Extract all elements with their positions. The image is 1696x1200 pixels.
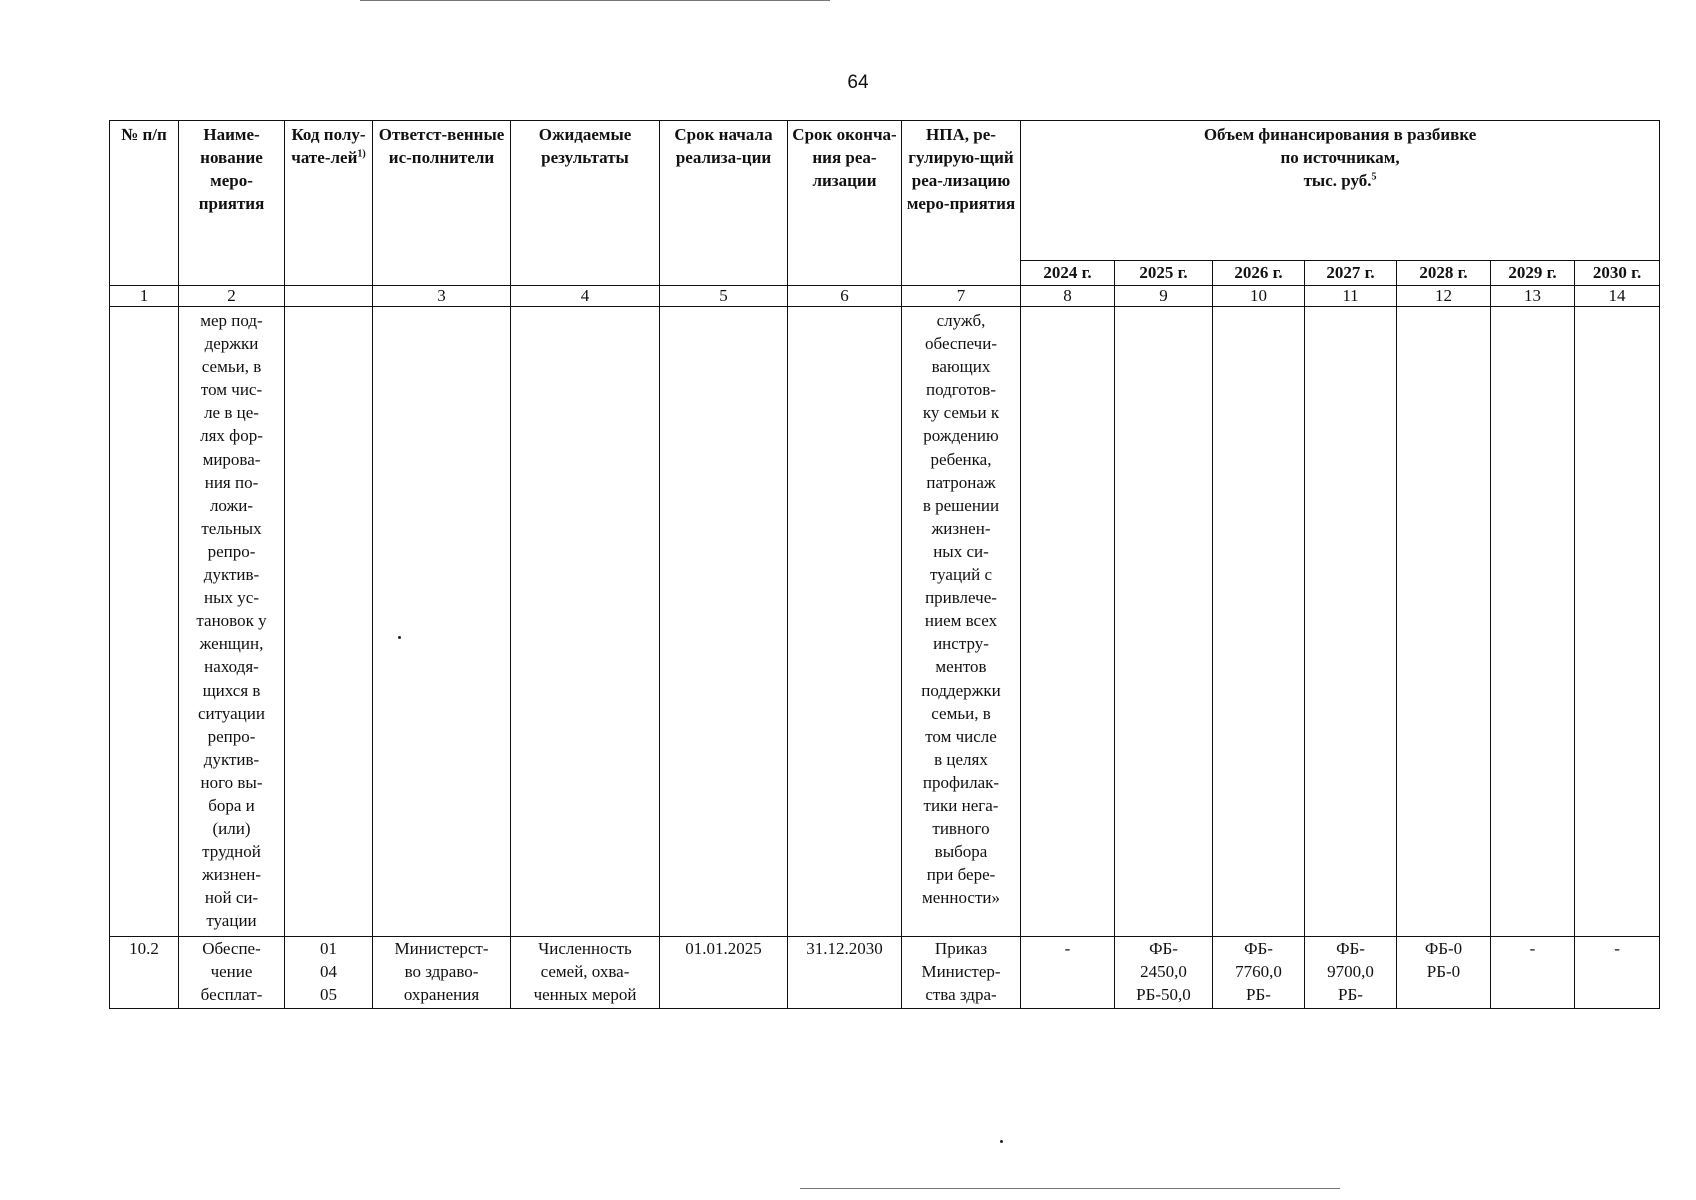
cont-name-text — [182, 309, 281, 933]
text-line: туации — [206, 911, 257, 931]
col-number: 8 — [1021, 286, 1115, 307]
text-line: вающих — [931, 357, 991, 377]
cont-name-cell — [179, 307, 285, 937]
text-line: мер под- — [200, 311, 263, 330]
col-number: 6 — [788, 286, 902, 307]
header-code-footnote: 1) — [357, 148, 366, 160]
text-line: держки — [204, 334, 259, 354]
year-2030: 2030 г. — [1575, 261, 1660, 286]
funding-title-line-2: по источникам, — [1280, 148, 1400, 167]
col-number: 5 — [660, 286, 788, 307]
cont-exec-cell — [373, 307, 511, 937]
funding-title-unit: тыс. руб. — [1303, 171, 1372, 190]
header-executors: Ответст-венные ис-полнители — [373, 121, 511, 286]
cont-results-cell — [511, 307, 660, 937]
text-line: туаций с — [929, 565, 993, 585]
header-results: Ожидаемые результаты — [511, 121, 660, 286]
text-line: том чис- — [200, 380, 263, 400]
row-10-2-code — [285, 937, 373, 1009]
col-number — [285, 286, 373, 307]
text-line: Министер- — [921, 962, 1001, 981]
cont-2025-cell — [1115, 307, 1213, 937]
cont-end-cell — [788, 307, 902, 937]
cont-2027-cell — [1305, 307, 1397, 937]
text-line: трудной — [202, 842, 261, 862]
column-numbers-row — [110, 286, 1660, 307]
text-line: ребенка, — [930, 449, 992, 469]
text-line: ле в це- — [204, 403, 259, 423]
text-line: ментов — [935, 657, 987, 677]
text-line: чение — [210, 962, 253, 981]
header-code-label: Код полу-чате-лей — [291, 125, 366, 167]
row-10-2 — [110, 937, 1660, 1009]
cont-2026-cell — [1213, 307, 1305, 937]
text-line: в целях — [934, 749, 988, 769]
text-line: 05 — [320, 985, 337, 1004]
cont-npa-cell — [902, 307, 1021, 937]
text-line: семей, охва- — [540, 962, 630, 981]
scan-bottom-rule — [800, 1188, 1340, 1189]
program-measures-table — [109, 120, 1660, 1009]
funding-title-line-1: Объем финансирования в разбивке — [1203, 125, 1477, 144]
text-line: патронаж — [926, 472, 996, 492]
text-line: ФБ-0 — [1424, 939, 1463, 958]
row-10-2-2024: - — [1021, 937, 1115, 1009]
text-line: поддержки — [921, 680, 1001, 700]
scan-top-rule — [360, 0, 830, 1]
continuation-row — [110, 307, 1660, 937]
year-2026: 2026 г. — [1213, 261, 1305, 286]
cont-start-cell — [660, 307, 788, 937]
row-10-2-2030: - — [1575, 937, 1660, 1009]
text-line: инстру- — [933, 634, 989, 654]
text-line: профилак- — [922, 772, 1000, 792]
col-number: 12 — [1397, 286, 1491, 307]
text-line: Численность — [538, 939, 632, 958]
cont-npa-text — [905, 309, 1017, 909]
text-line: находя- — [204, 657, 259, 677]
text-line: Обеспе- — [202, 939, 261, 958]
text-line: служб, — [936, 311, 986, 330]
page-number: 64 — [847, 72, 869, 93]
text-line: щихся в — [202, 680, 261, 700]
text-line: ку семьи к — [922, 403, 1000, 423]
text-line: обеспечи- — [925, 334, 997, 354]
text-line: тановок у — [196, 611, 267, 631]
text-line: тики нега- — [923, 795, 999, 815]
header-npa: НПА, ре-гулирую-щий реа-лизацию меро-приятия — [902, 121, 1021, 286]
text-line: РБ- — [1338, 985, 1363, 1004]
text-line: во здраво- — [404, 962, 479, 981]
header-end: Срок оконча-ния реа-лизации — [788, 121, 902, 286]
row-10-2-2027 — [1305, 937, 1397, 1009]
text-line: женщин, — [199, 634, 264, 654]
text-line: ства здра- — [925, 985, 997, 1004]
text-line: привлече- — [925, 588, 997, 608]
text-line: ситуации — [198, 703, 265, 723]
text-line: в решении — [922, 495, 1000, 515]
text-line: 7760,0 — [1235, 962, 1282, 981]
col-number: 4 — [511, 286, 660, 307]
text-line: (или) — [212, 819, 251, 839]
col-number: 9 — [1115, 286, 1213, 307]
year-2028: 2028 г. — [1397, 261, 1491, 286]
col-number: 1 — [110, 286, 179, 307]
text-line: Приказ — [934, 939, 988, 958]
text-line: том числе — [925, 726, 997, 746]
text-line: лях фор- — [200, 426, 263, 446]
year-2025: 2025 г. — [1115, 261, 1213, 286]
col-number: 3 — [373, 286, 511, 307]
row-10-2-2026 — [1213, 937, 1305, 1009]
scan-speck — [398, 636, 401, 639]
text-line: РБ-0 — [1426, 962, 1461, 981]
text-line: подготов- — [926, 380, 996, 400]
text-line: ложи- — [209, 495, 254, 515]
text-line: РБ- — [1246, 985, 1271, 1004]
row-10-2-results — [511, 937, 660, 1009]
year-2027: 2027 г. — [1305, 261, 1397, 286]
year-2029: 2029 г. — [1491, 261, 1575, 286]
col-number: 2 — [179, 286, 285, 307]
text-line: тивного — [932, 819, 990, 839]
row-10-2-2028 — [1397, 937, 1491, 1009]
text-line: бора и — [208, 795, 255, 815]
text-line: 9700,0 — [1327, 962, 1374, 981]
col-number: 11 — [1305, 286, 1397, 307]
text-line: репро- — [207, 541, 256, 561]
text-line: рождению — [923, 426, 999, 446]
row-10-2-2029: - — [1491, 937, 1575, 1009]
text-line: 01 — [320, 939, 337, 958]
text-line: дуктив- — [203, 749, 260, 769]
text-line: ной си- — [204, 888, 259, 908]
text-line: мирова- — [202, 449, 261, 469]
funding-title-line-3 — [1024, 169, 1656, 192]
row-10-2-num: 10.2 — [110, 937, 179, 1009]
text-line: выбора — [934, 842, 988, 862]
cont-num-cell — [110, 307, 179, 937]
header-funding — [1021, 121, 1660, 261]
funding-title-footnote: 5 — [1371, 171, 1377, 183]
text-line: ных си- — [933, 541, 989, 561]
col-number: 14 — [1575, 286, 1660, 307]
text-line: бесплат- — [200, 985, 263, 1004]
text-line: тельных — [201, 518, 262, 538]
text-line: жизнен- — [931, 518, 991, 538]
text-line: семьи, в — [931, 703, 991, 723]
text-line: ФБ- — [1244, 939, 1273, 958]
cont-2028-cell — [1397, 307, 1491, 937]
row-10-2-end: 31.12.2030 — [788, 937, 902, 1009]
text-line: ного вы- — [200, 772, 263, 792]
text-line: ФБ- — [1149, 939, 1178, 958]
text-line: 2450,0 — [1140, 962, 1187, 981]
text-line: жизнен- — [202, 865, 261, 885]
row-10-2-start: 01.01.2025 — [660, 937, 788, 1009]
year-2024: 2024 г. — [1021, 261, 1115, 286]
col-number: 13 — [1491, 286, 1575, 307]
text-line: ФБ- — [1336, 939, 1365, 958]
text-line: 04 — [320, 962, 337, 981]
scan-speck — [1000, 1140, 1003, 1143]
col-number: 10 — [1213, 286, 1305, 307]
cont-2024-cell — [1021, 307, 1115, 937]
cont-2029-cell — [1491, 307, 1575, 937]
col-number: 7 — [902, 286, 1021, 307]
text-line: дуктив- — [203, 565, 260, 585]
row-10-2-name — [179, 937, 285, 1009]
text-line: при бере- — [926, 865, 996, 885]
header-start: Срок начала реализа-ции — [660, 121, 788, 286]
text-line: нием всех — [924, 611, 998, 631]
header-num: № п/п — [110, 121, 179, 286]
text-line: ния по- — [204, 472, 259, 492]
cont-2030-cell — [1575, 307, 1660, 937]
row-10-2-2025 — [1115, 937, 1213, 1009]
text-line: РБ-50,0 — [1136, 985, 1191, 1004]
text-line: ных ус- — [204, 588, 259, 608]
row-10-2-npa — [902, 937, 1021, 1009]
text-line: менности» — [922, 888, 1000, 908]
text-line: ченных мерой — [533, 985, 637, 1004]
header-name: Наиме-нование меро-приятия — [179, 121, 285, 286]
header-code — [285, 121, 373, 286]
text-line: охранения — [403, 985, 480, 1004]
text-line: репро- — [207, 726, 256, 746]
text-line: Министерст- — [394, 939, 489, 958]
cont-code-cell — [285, 307, 373, 937]
text-line: семьи, в — [201, 357, 262, 377]
row-10-2-executors — [373, 937, 511, 1009]
